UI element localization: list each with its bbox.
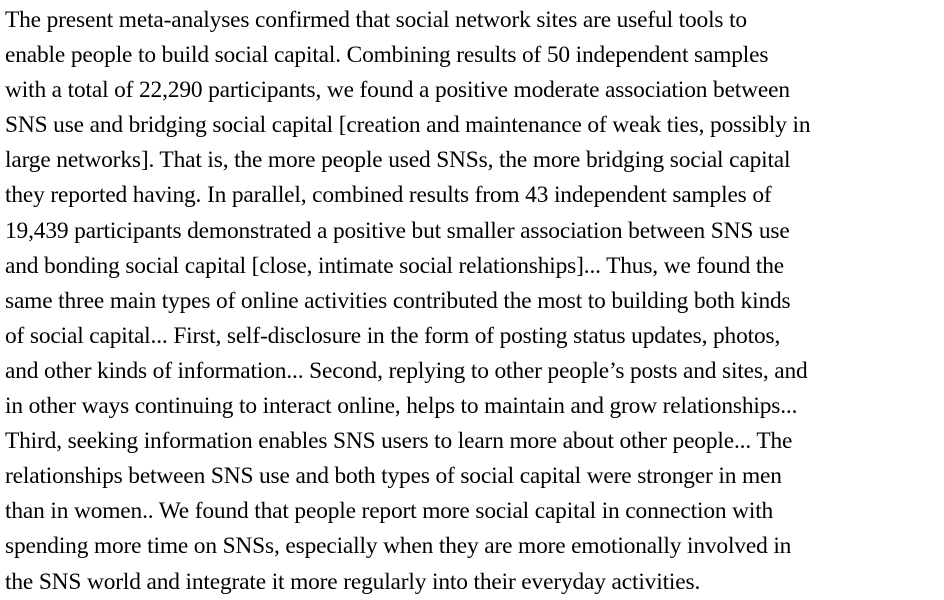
text-line: spending more time on SNSs, especially when they are more emotionally involved in bbox=[5, 533, 792, 560]
text-line: relationships between SNS use and both types of social capital were stronger in men bbox=[5, 463, 782, 490]
text-line: and other kinds of information... Second, replying to other people’s posts and sites, and bbox=[5, 357, 808, 384]
text-line: SNS use and bridging social capital [creation and maintenance of weak ties, possibly in bbox=[5, 112, 811, 139]
text-line: with a total of 22,290 participants, we found a positive moderate association between bbox=[5, 77, 790, 104]
text-line: the SNS world and integrate it more regularly into their everyday activities. bbox=[5, 568, 701, 595]
text-line: and bonding social capital [close, intimate social relationships]... Thus, we found the bbox=[5, 252, 785, 279]
text-line: The present meta-analyses confirmed that social network sites are useful tools to bbox=[5, 7, 747, 33]
text-line: they reported having. In parallel, combined results from 43 independent samples of bbox=[5, 182, 772, 209]
text-line: than in women.. We found that people report more social capital in connection with bbox=[5, 498, 774, 525]
text-line: enable people to build social capital. Combining results of 50 independent samples bbox=[5, 42, 769, 69]
text-line: in other ways continuing to interact online, helps to maintain and grow relationships... bbox=[5, 393, 798, 420]
text-line: large networks]. That is, the more people used SNSs, the more bridging social capital bbox=[5, 147, 791, 174]
text-line: of social capital... First, self-disclosure in the form of posting status updates, photos, bbox=[5, 322, 781, 349]
text-line: Third, seeking information enables SNS users to learn more about other people... The bbox=[5, 428, 793, 455]
text-line: same three main types of online activities contributed the most to building both kinds bbox=[5, 287, 791, 314]
text-line: 19,439 participants demonstrated a positive but smaller association between SNS use bbox=[5, 217, 790, 244]
